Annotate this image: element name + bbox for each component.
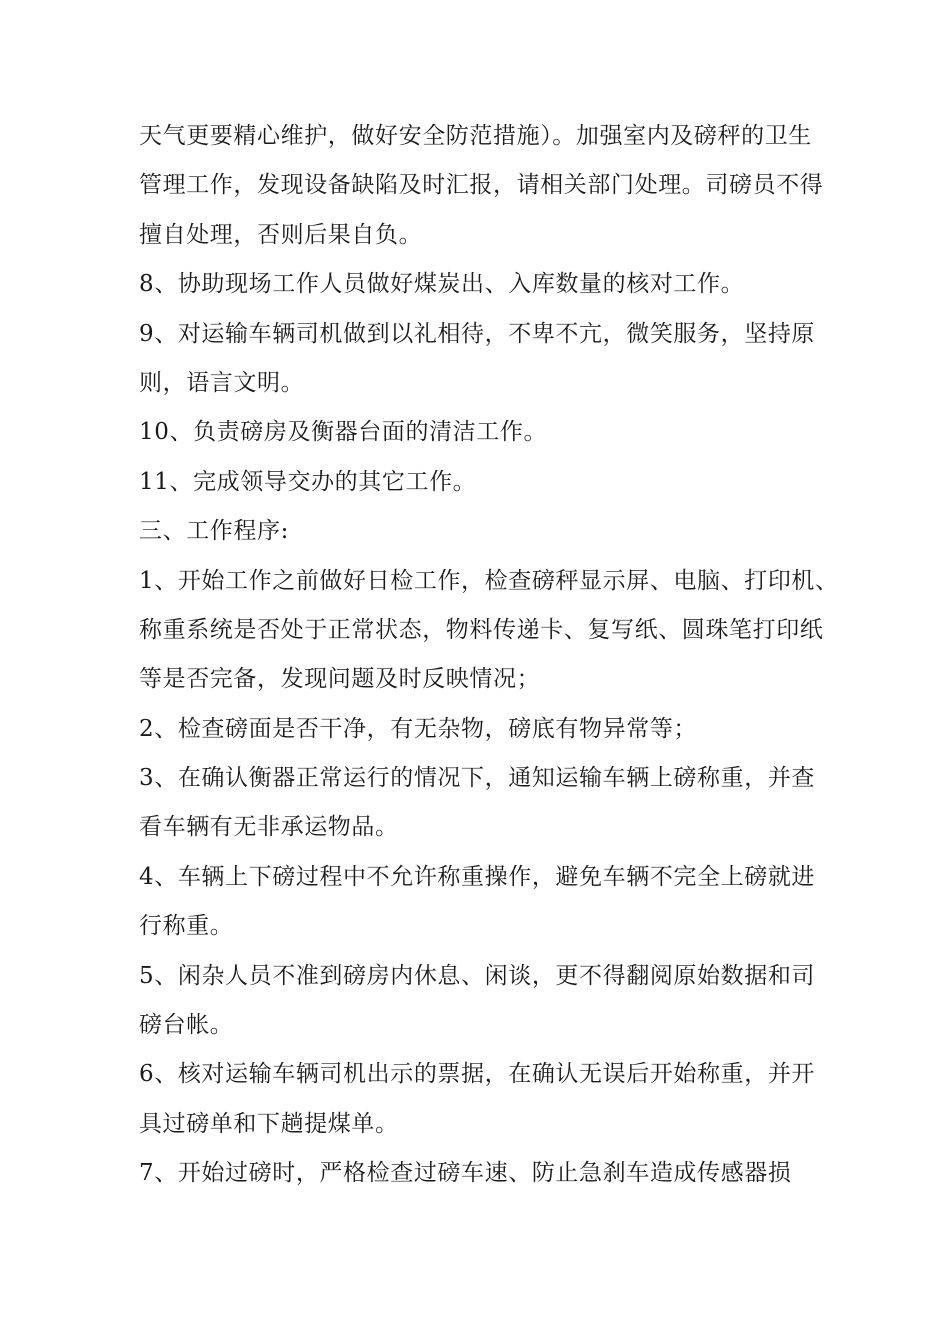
text-line: 具过磅单和下趟提煤单。: [139, 1110, 399, 1137]
text-line: 天气更要精心维护，做好安全防范措施）。加强室内及磅秤的卫生: [139, 123, 812, 149]
list-item-11: 11、完成领导交办的其它工作。: [139, 468, 477, 495]
list-item-10: 10、负责磅房及衡器台面的清洁工作。: [139, 419, 548, 446]
text-line: 磅台帐。: [139, 1012, 234, 1039]
procedure-item-1: 1、开始工作之前做好日检工作，检查磅秤显示屏、电脑、打印机、: [139, 567, 839, 594]
text-line: 擅自处理，否则后果自负。: [139, 221, 423, 248]
document-body: [139, 115, 839, 1202]
procedure-item-6: 6、核对运输车辆司机出示的票据，在确认无误后开始称重，并开: [139, 1061, 816, 1088]
list-item-8: 8、协助现场工作人员做好煤炭出、入库数量的核对工作。: [139, 271, 745, 298]
section-heading: 三、工作程序:: [139, 518, 289, 545]
procedure-item-2: 2、检查磅面是否干净，有无杂物，磅底有物异常等；: [139, 715, 698, 742]
procedure-item-7: 7、开始过磅时，严格检查过磅车速、防止急刹车造成传感器损: [139, 1160, 792, 1187]
text-line: 行称重。: [139, 913, 234, 940]
procedure-item-5: 5、闲杂人员不准到磅房内休息、闲谈，更不得翻阅原始数据和司: [139, 962, 816, 989]
list-item-9: 9、对运输车辆司机做到以礼相待，不卑不亢，微笑服务，坚持原: [139, 320, 816, 347]
procedure-item-3: 3、在确认衡器正常运行的情况下，通知运输车辆上磅称重，并查: [139, 765, 816, 792]
text-line: 管理工作，发现设备缺陷及时汇报，请相关部门处理。司磅员不得: [139, 172, 824, 199]
text-line: 看车辆有无非承运物品。: [139, 814, 399, 841]
text-line: 称重系统是否处于正常状态，物料传递卡、复写纸、圆珠笔打印纸: [139, 616, 824, 643]
text-line: 等是否完备，发现问题及时反映情况；: [139, 666, 541, 693]
procedure-item-4: 4、车辆上下磅过程中不允许称重操作，避免车辆不完全上磅就进: [139, 863, 816, 890]
text-line: 则，语言文明。: [139, 369, 305, 396]
